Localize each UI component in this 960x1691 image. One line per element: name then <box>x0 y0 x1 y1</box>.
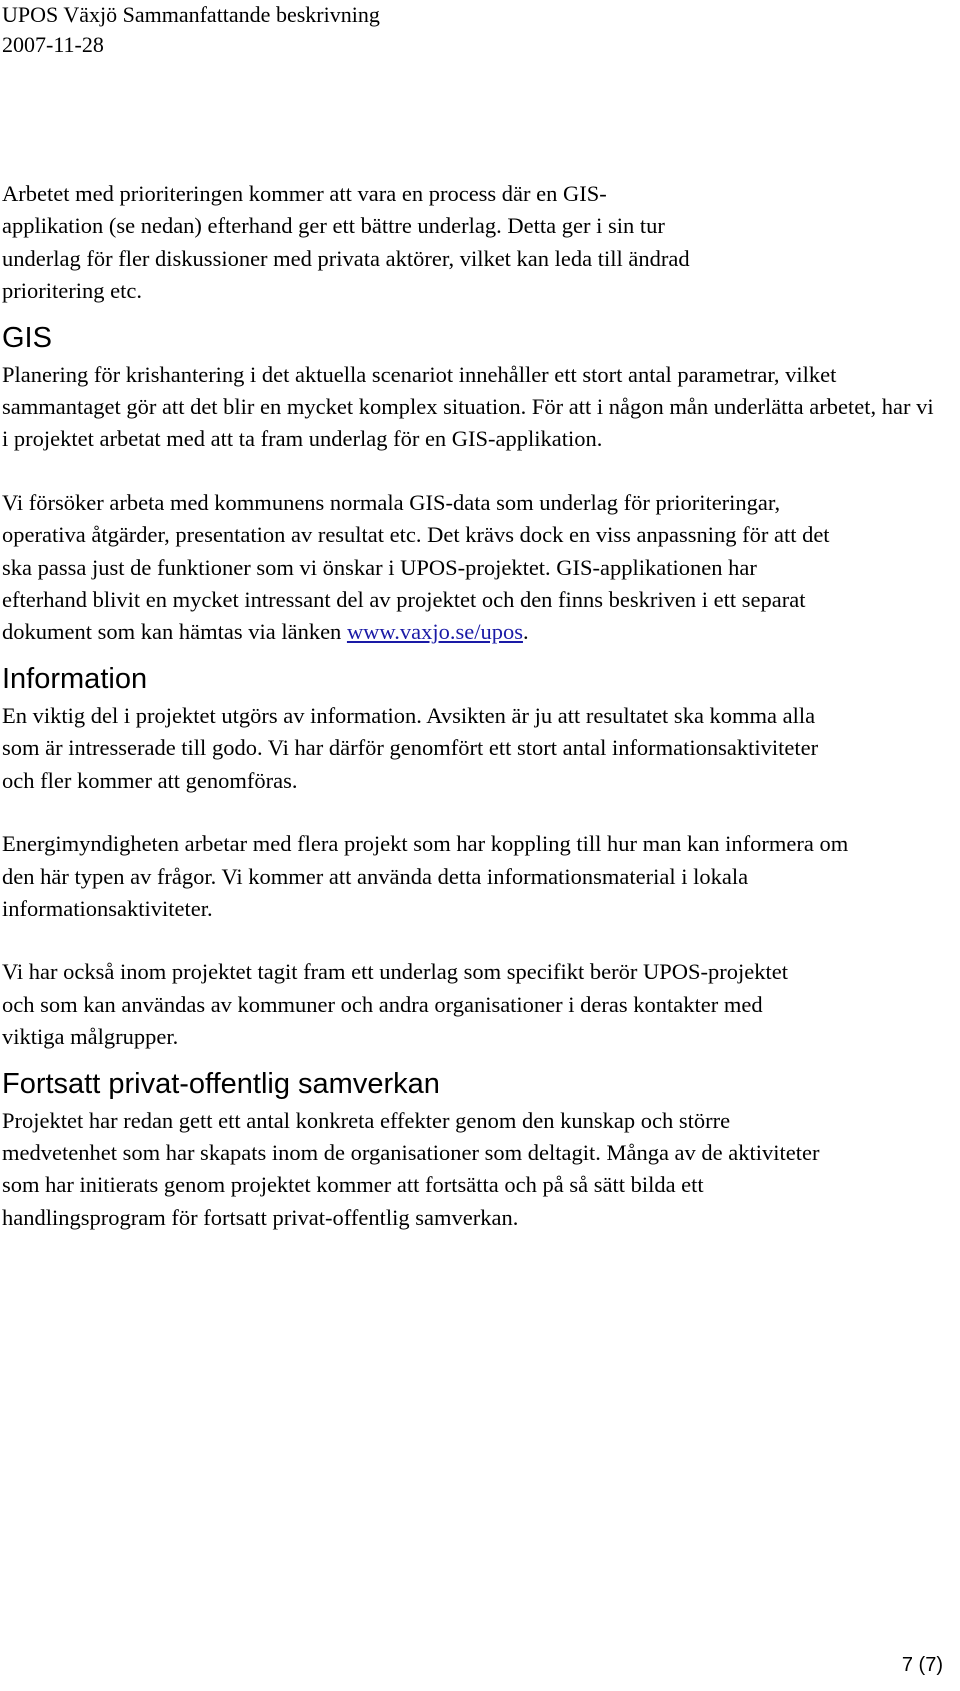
document-title: UPOS Växjö Sammanfattande beskrivning <box>2 2 380 27</box>
information-heading: Information <box>2 662 148 695</box>
document-date: 2007-11-28 <box>2 32 104 57</box>
cooperation-paragraph: Projektet har redan gett ett antal konkreta effekter genom den kunskap och större medvetenhet som har skapats inom de organisationer som deltagit. Många av de aktiviteter som har initierats genom projektet kommer att fortsätta och på så sätt bilda ett handlingsprogram för fortsatt privat-offentlig samverkan. <box>2 1107 820 1230</box>
information-paragraph-2: Energimyndigheten arbetar med flera projekt som har koppling till hur man kan informera om den här typen av frågor. Vi kommer att använda detta informationsmaterial i lokala informationsaktiviteter. <box>2 831 849 921</box>
gis-paragraph-2-text: Vi försöker arbeta med kommunens normala GIS-data som underlag för prioriteringar, operativa åtgärder, presentation av resultat etc. Det krävs dock en viss anpassning för att det ska passa just de funktioner som vi önskar i UPOS-projektet. GIS-applikationen har efterhand blivit en mycket intressant del av projektet och den finns beskriven i ett separat dokument som kan hämtas via länken <box>2 489 830 645</box>
document-body <box>2 178 942 1234</box>
page-header <box>2 0 942 60</box>
gis-paragraph-2-end: . <box>522 619 529 645</box>
information-paragraph-1: En viktig del i projektet utgörs av information. Avsikten är ju att resultatet ska komma alla som är intresserade till godo. Vi har därför genomfört ett stort antal informationsaktiviteter och fler kommer att genomföras. <box>2 702 819 793</box>
gis-paragraph-1: Planering för krishantering i det aktuella scenariot innehåller ett stort antal parametrar, vilket sammantaget gör att det blir en mycket komplex situation. För att i någon mån underlätta arbetet, har vi i projektet arbetat med att ta fram underlag för en GIS-applikation. <box>2 361 934 452</box>
gis-heading: GIS <box>2 321 52 354</box>
gis-paragraph-2 <box>2 487 832 649</box>
information-paragraph-3: Vi har också inom projektet tagit fram ett underlag som specifikt berör UPOS-projektet och som kan användas av kommuner och andra organisationer i deras kontakter med viktiga målgrupper. <box>2 959 788 1050</box>
intro-paragraph: Arbetet med prioriteringen kommer att vara en process där en GIS-applikation (se nedan) efterhand ger ett bättre underlag. Detta ger i sin tur underlag för fler diskussioner med privata aktörer, vilket kan leda till ändrad prioritering etc. <box>2 181 690 304</box>
page-number: 7 (7) <box>901 1654 943 1676</box>
cooperation-heading: Fortsatt privat-offentlig samverkan <box>2 1067 440 1100</box>
vaxjo-upos-link[interactable]: www.vaxjo.se/upos <box>346 619 523 645</box>
